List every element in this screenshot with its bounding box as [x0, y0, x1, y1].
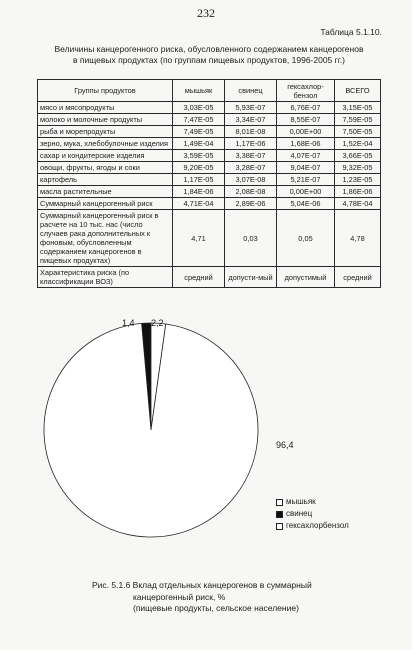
value-cell: 4,78Е-04	[335, 198, 381, 210]
header-cell: мышьяк	[173, 80, 225, 102]
value-cell: 3,66Е-05	[335, 150, 381, 162]
group-cell: сахар и кондитерские изделия	[38, 150, 173, 162]
legend-item	[276, 496, 349, 508]
header-cell: Группы продуктов	[38, 80, 173, 102]
value-cell: 4,07Е-07	[277, 150, 335, 162]
value-cell: 7,47Е-05	[173, 114, 225, 126]
value-cell: 7,50Е-05	[335, 126, 381, 138]
table-caption-line: Величины канцерогенного риска, обусловленного содержанием канцерогенов	[54, 44, 364, 54]
value-cell: 1,68Е-06	[277, 138, 335, 150]
value-cell: 4,71	[173, 210, 225, 267]
label-arsenic: 96,4	[276, 440, 294, 450]
table-row	[38, 267, 381, 288]
table-row	[38, 102, 381, 114]
value-cell: 4,71Е-04	[173, 198, 225, 210]
legend-swatch-hexachlorobenzene	[276, 523, 283, 530]
value-cell: 2,08Е-08	[225, 186, 277, 198]
value-cell: 1,23Е-05	[335, 174, 381, 186]
value-cell: 7,59Е-05	[335, 114, 381, 126]
table-row	[38, 198, 381, 210]
group-cell: зерно, мука, хлебобулочные изделия	[38, 138, 173, 150]
table-row	[38, 162, 381, 174]
group-cell: масла растительные	[38, 186, 173, 198]
legend-label: гексахлорбензол	[286, 521, 349, 530]
legend-item	[276, 508, 349, 520]
value-cell: 3,38Е-07	[225, 150, 277, 162]
legend-item	[276, 520, 349, 532]
page-number: 232	[197, 6, 215, 20]
risk-table	[37, 79, 381, 288]
group-cell: овощи, фрукты, ягоды и соки	[38, 162, 173, 174]
chart-legend	[276, 496, 349, 532]
table-row	[38, 126, 381, 138]
group-cell: Характеристика риска (по классификации ВОЗ)	[38, 267, 173, 288]
value-cell: 5,93Е-07	[225, 102, 277, 114]
pie-chart	[0, 318, 412, 578]
value-cell: 0,03	[225, 210, 277, 267]
value-cell: 1,84Е-06	[173, 186, 225, 198]
figure-caption-line: канцерогенный риск, %	[133, 591, 226, 602]
value-cell: 4,78	[335, 210, 381, 267]
value-cell: 3,07Е-08	[225, 174, 277, 186]
value-cell: допустимый	[277, 267, 335, 288]
value-cell: средний	[335, 267, 381, 288]
value-cell: 3,34Е-07	[225, 114, 277, 126]
value-cell: 0,05	[277, 210, 335, 267]
value-cell: средний	[173, 267, 225, 288]
value-cell: 5,21Е-07	[277, 174, 335, 186]
table-header-row	[38, 80, 381, 102]
group-cell: Суммарный канцерогенный риск в расчете на 10 тыс. нас (число случаев рака дополнительных к фоновым, обусловленным содержанием канцерогенов в пищевых продуктах)	[38, 210, 173, 267]
value-cell: 1,86Е-06	[335, 186, 381, 198]
figure-caption-line: Рис. 5.1.6 Вклад отдельных канцерогенов в суммарный	[92, 580, 312, 590]
value-cell: допусти-мый	[225, 267, 277, 288]
value-cell: 1,17Е-05	[173, 174, 225, 186]
table-row	[38, 114, 381, 126]
table-caption-line: в пищевых продуктах (по группам пищевых продуктов, 1996-2005 гг.)	[73, 55, 345, 65]
label-hexachlorobenzene: 2,2	[151, 318, 164, 328]
value-cell: 2,89Е-06	[225, 198, 277, 210]
group-cell: картофель	[38, 174, 173, 186]
value-cell: 3,59Е-05	[173, 150, 225, 162]
table-body	[38, 102, 381, 288]
group-cell: Суммарный канцерогенный риск	[38, 198, 173, 210]
value-cell: 1,17Е-06	[225, 138, 277, 150]
group-cell: молоко и молочные продукты	[38, 114, 173, 126]
value-cell: 0,00Е+00	[277, 126, 335, 138]
value-cell: 5,04Е-06	[277, 198, 335, 210]
figure-caption-line: (пищевые продукты, сельское население)	[133, 603, 299, 613]
figure-caption	[92, 580, 312, 615]
value-cell: 3,28Е-07	[225, 162, 277, 174]
pie-chart-svg	[0, 318, 412, 578]
value-cell: 8,55Е-07	[277, 114, 335, 126]
group-cell: рыба и морепродукты	[38, 126, 173, 138]
table-label: Таблица 5.1.10.	[320, 27, 382, 37]
label-lead: 1,4	[122, 318, 135, 328]
value-cell: 9,20Е-05	[173, 162, 225, 174]
value-cell: 9,32Е-05	[335, 162, 381, 174]
table-row	[38, 186, 381, 198]
header-cell: ВСЕГО	[335, 80, 381, 102]
value-cell: 3,15Е-05	[335, 102, 381, 114]
value-cell: 7,49Е-05	[173, 126, 225, 138]
value-cell: 9,04Е-07	[277, 162, 335, 174]
table-row	[38, 150, 381, 162]
table-caption	[34, 44, 384, 66]
value-cell: 3,03Е-05	[173, 102, 225, 114]
legend-swatch-lead	[276, 511, 283, 518]
value-cell: 6,76Е-07	[277, 102, 335, 114]
header-cell: свинец	[225, 80, 277, 102]
value-cell: 1,52Е-04	[335, 138, 381, 150]
value-cell: 0,00Е+00	[277, 186, 335, 198]
table-row	[38, 174, 381, 186]
legend-label: свинец	[286, 509, 313, 518]
legend-label: мышьяк	[286, 497, 316, 506]
legend-swatch-arsenic	[276, 499, 283, 506]
table-row	[38, 138, 381, 150]
value-cell: 8,01Е-08	[225, 126, 277, 138]
table-row	[38, 210, 381, 267]
value-cell: 1,49Е-04	[173, 138, 225, 150]
header-cell: гексахлор-бензол	[277, 80, 335, 102]
group-cell: мясо и мясопродукты	[38, 102, 173, 114]
